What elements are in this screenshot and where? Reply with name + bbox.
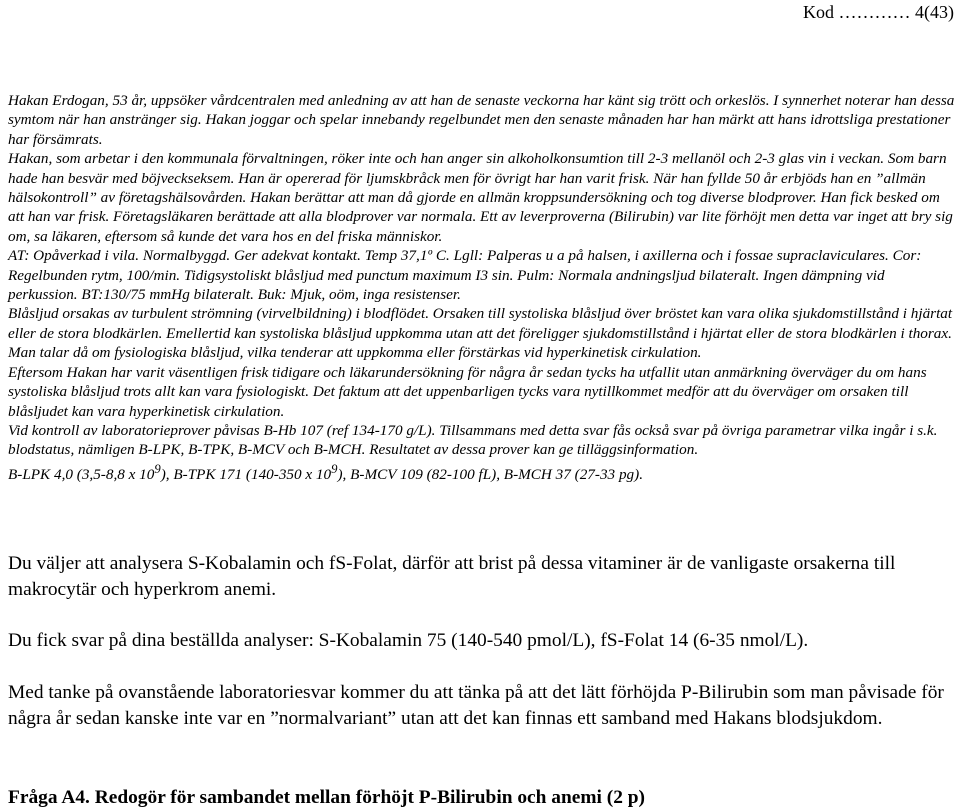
case-paragraph-murmur: Blåsljud orsakas av turbulent strömning (virvelbildning) i blodflödet. Orsaken till systoliska blåsljud över bröstet kan vara olika sjukdomstillstånd i hjärtat eller de stora blodkärlen. Emellertid kan systoliska blåsljud uppkomma utan att det föreligger sjukdomstillstånd i hjärtat eller de stora blodkärlen i thorax. Man talar då om fysiologiska blåsljud, vilka tenderar att uppkomma eller förstärkas vid hyperkinetisk cirkulation. xyxy=(8,305,953,362)
case-paragraph-physiological: Eftersom Hakan har varit väsentligen frisk tidigare och läkarundersökning för några år sedan tycks ha utfallit utan anmärkning överväger du om hans systoliska blåsljud trots allt kan vara fysiologiskt. Det faktum att det uppenbarligen tycks vara nytillkommet medför att du överväger om orsaken till blåsljudet kan vara hyperkinetisk cirkulation. xyxy=(8,363,927,420)
question-a4-text: Fråga A4. Redogör för sambandet mellan förhöjt P-Bilirubin och anemi (2 p) xyxy=(8,787,646,808)
task-analysis-choice xyxy=(8,551,953,603)
question-a4 xyxy=(8,785,953,811)
lab-values-part-b: ), B-TPK 171 (140-350 x 10 xyxy=(160,465,332,483)
task-results-text: Du fick svar på dina beställda analyser: S-Kobalamin 75 (140-540 pmol/L), fS-Folat 14 (6-35 nmol/L). xyxy=(8,630,809,651)
task-results xyxy=(8,628,953,654)
case-lab-values xyxy=(8,460,956,484)
lab-values-part-c: ), B-MCV 109 (82-100 fL), B-MCH 37 (27-33 pg). xyxy=(337,465,643,483)
case-paragraph-history: Hakan, som arbetar i den kommunala förvaltningen, röker inte och han anger sin alkoholkonsumtion till 2-3 mellanöl och 2-3 glas vin i veckan. Som barn hade han besvär med böjveckseksem. Han är opererad för ljumskbråck men för övrigt har han varit frisk. När han fyllde 50 år erbjöds han en ”allmän hälsokontroll” av företagshälsovården. Hakan berättar att man då gjorde en allmän kroppsundersökning och tog diverse blodprover. Han fick besked om att han var frisk. Företagsläkaren berättade att alla blodprover var normala. Ett av leverproverna (Bilirubin) var lite förhöjt men detta var inget att bry sig om, sa läkaren, eftersom så kunde det vara hos en del friska människor. xyxy=(8,150,953,245)
task-analysis-text: Du väljer att analysera S-Kobalamin och fS-Folat, därför att brist på dessa vitaminer är de vanligaste orsakerna till makrocytär och hyperkrom anemi. xyxy=(8,553,896,600)
case-paragraph-intro: Hakan Erdogan, 53 år, uppsöker vårdcentralen med anledning av att han de senaste veckorna har känt sig trött och orkeslös. I synnerhet noterar han dessa symtom när han anstränger sig. Hakan joggar och spelar innebandy regelbundet men den senaste månaden har han märkt att hans idrottsliga prestationer har försämrats. xyxy=(8,92,955,148)
lab-values-part-a: B-LPK 4,0 (3,5-8,8 x 10 xyxy=(8,465,155,483)
page-code-header: Kod ………… 4(43) xyxy=(803,2,954,22)
case-paragraph-lab: Vid kontroll av laboratorieprover påvisas B-Hb 107 (ref 134-170 g/L). Tillsammans med detta svar fås också svar på övriga parametrar vilka ingår i s.k. blodstatus, nämligen B-LPK, B-TPK, B-MCV och B-MCH. Resultatet av dessa prover kan ge tilläggsinformation. xyxy=(8,421,938,459)
lab-exponent-2: 9 xyxy=(331,461,338,476)
case-description xyxy=(8,91,956,484)
lab-exponent-1: 9 xyxy=(154,461,161,476)
task-bilirubin-reflection xyxy=(8,680,953,732)
task-bilirubin-text: Med tanke på ovanstående laboratoriesvar kommer du att tänka på att det lätt förhöjda P-Bilirubin som man påvisade för några år sedan kanske inte var en ”normalvariant” utan att det kan finnas ett samband med Hakans blodsjukdom. xyxy=(8,682,944,729)
case-paragraph-exam: AT: Opåverkad i vila. Normalbyggd. Ger adekvat kontakt. Temp 37,1º C. Lgll: Palperas u a på halsen, i axillerna och i fossae supraclaviculares. Cor: Regelbunden rytm, 100/min. Tidigsystoliskt blåsljud med punctum maximum I3 sin. Pulm: Normala andningsljud bilateralt. Ingen dämpning vid perkussion. BT:130/75 mmHg bilateralt. Buk: Mjuk, oöm, inga resistenser. xyxy=(8,247,922,304)
